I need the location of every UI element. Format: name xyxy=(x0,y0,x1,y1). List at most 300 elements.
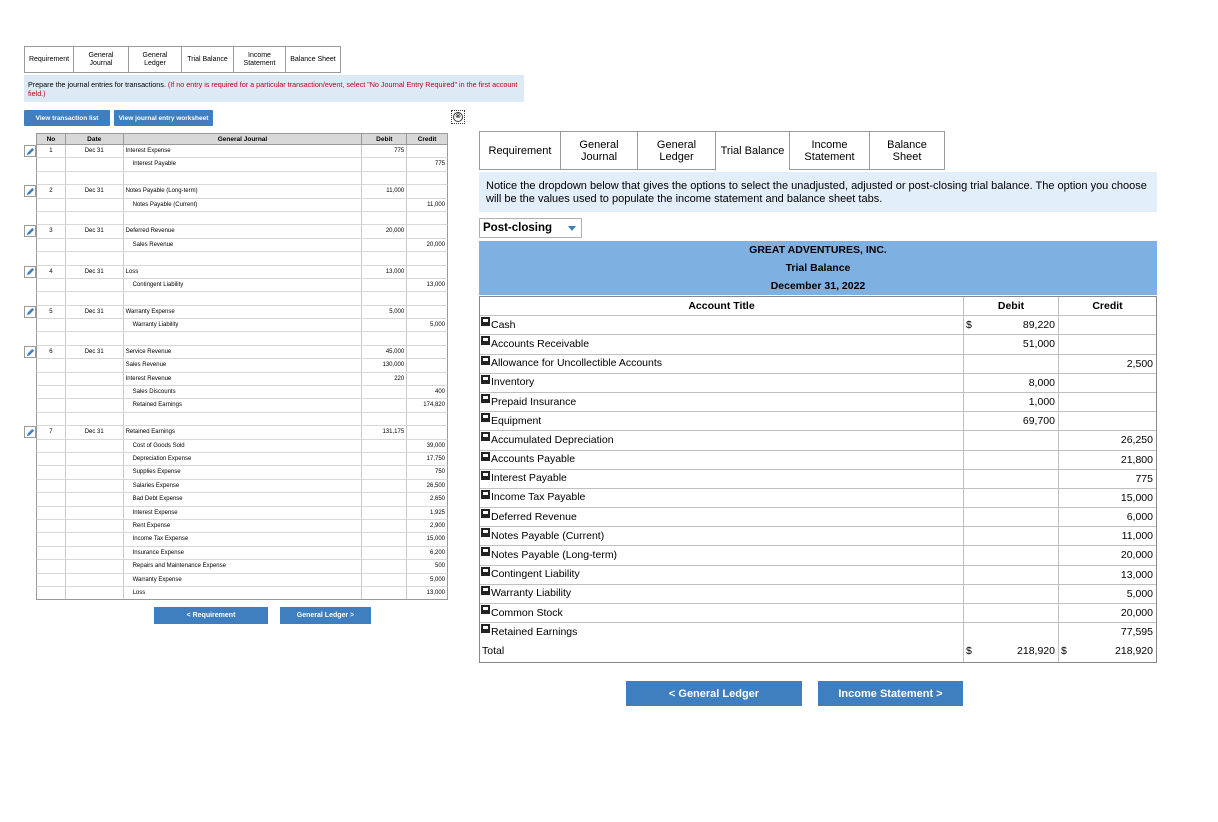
account-title: Equipment xyxy=(491,414,542,427)
journal-row xyxy=(36,507,448,520)
debit-amount: 130,000 xyxy=(362,359,407,371)
account-name: Interest Expense xyxy=(124,507,363,519)
debit-value[interactable] xyxy=(976,431,1059,449)
credit-value[interactable] xyxy=(1071,393,1156,411)
account-title: Notes Payable (Current) xyxy=(491,529,605,542)
account-name: Warranty Expense xyxy=(124,574,363,586)
account-name: Deferred Revenue xyxy=(124,225,363,237)
account-cell[interactable] xyxy=(480,355,964,373)
left-tab-trial-balance[interactable]: Trial Balance xyxy=(181,46,233,73)
delete-row-icon[interactable] xyxy=(481,509,490,518)
general-ledger-prev-button[interactable]: < General Ledger xyxy=(626,681,802,706)
account-title: Retained Earnings xyxy=(491,626,578,639)
account-name: Depreciation Expense xyxy=(124,453,363,465)
delete-row-icon[interactable] xyxy=(481,356,490,365)
credit-amount: 174,820 xyxy=(423,402,445,409)
debit-amount xyxy=(362,386,407,398)
journal-row xyxy=(36,158,448,171)
credit-value[interactable]: 13,000 xyxy=(1120,568,1153,581)
delete-row-icon[interactable] xyxy=(481,413,490,422)
account-name: Contingent Liability xyxy=(124,279,363,291)
credit-value[interactable] xyxy=(1071,335,1156,353)
credit-symbol xyxy=(1059,489,1071,507)
credit-symbol xyxy=(1059,585,1071,603)
account-title: Contingent Liability xyxy=(491,568,580,581)
entry-date xyxy=(66,319,124,331)
debit-value[interactable]: 89,220 xyxy=(976,316,1059,334)
report-title: Trial Balance xyxy=(785,262,851,274)
account-name: Sales Revenue xyxy=(124,359,363,371)
account-cell[interactable] xyxy=(480,316,964,334)
entry-date xyxy=(66,587,124,599)
entry-date: Dec 31 xyxy=(66,145,124,157)
debit-symbol xyxy=(964,393,976,411)
delete-row-icon[interactable] xyxy=(481,490,490,499)
company-name: GREAT ADVENTURES, INC. xyxy=(749,244,887,256)
entry-number: 2 xyxy=(37,185,66,197)
entry-date xyxy=(66,199,124,211)
debit-amount: 775 xyxy=(362,145,407,157)
journal-row xyxy=(36,266,448,279)
debit-amount: 131,175 xyxy=(362,426,407,438)
entry-date xyxy=(66,359,124,371)
credit-symbol xyxy=(1059,546,1071,564)
entry-number xyxy=(37,319,66,331)
credit-value[interactable]: 5,000 xyxy=(1126,587,1153,600)
debit-amount xyxy=(362,466,407,478)
account-cell[interactable] xyxy=(480,412,964,430)
debit-symbol xyxy=(964,431,976,449)
debit-symbol xyxy=(964,412,976,430)
pencil-icon[interactable] xyxy=(24,426,36,438)
col-header-date: Date xyxy=(66,134,124,144)
trial-balance-type-dropdown[interactable] xyxy=(479,218,582,238)
account-name: Interest Payable xyxy=(124,158,363,170)
entry-number xyxy=(37,199,66,211)
account-title: Accounts Payable xyxy=(491,453,576,466)
debit-symbol xyxy=(964,604,976,622)
credit-symbol xyxy=(1059,451,1071,469)
debit-value[interactable] xyxy=(976,604,1059,622)
account-name: Notes Payable (Current) xyxy=(124,199,363,211)
journal-row xyxy=(36,453,448,466)
income-statement-next-button[interactable]: Income Statement > xyxy=(818,681,963,706)
journal-panel xyxy=(0,0,530,822)
account-name: Cost of Goods Sold xyxy=(124,440,363,452)
debit-amount xyxy=(362,158,407,170)
debit-amount: 5,000 xyxy=(362,306,407,318)
account-cell[interactable] xyxy=(480,623,964,642)
journal-row xyxy=(36,279,448,292)
journal-row xyxy=(36,426,448,439)
account-title: Deferred Revenue xyxy=(491,510,577,523)
delete-row-icon[interactable] xyxy=(481,471,490,480)
credit-value[interactable]: 2,500 xyxy=(1126,357,1153,370)
right-tab-trial-balance[interactable]: Trial Balance xyxy=(715,131,789,171)
trial-balance-row xyxy=(480,527,1156,546)
credit-amount xyxy=(407,306,447,318)
trial-balance-row xyxy=(480,585,1156,604)
account-name: Loss xyxy=(124,266,363,278)
entry-number xyxy=(37,533,66,545)
journal-row xyxy=(36,440,448,453)
account-title: Cash xyxy=(491,318,516,331)
debit-symbol xyxy=(964,374,976,392)
credit-symbol xyxy=(1059,374,1071,392)
debit-amount: 11,000 xyxy=(362,185,407,197)
entry-date xyxy=(66,279,124,291)
pencil-icon[interactable] xyxy=(24,185,36,197)
report-date: December 31, 2022 xyxy=(770,280,866,292)
account-name: Supplies Expense xyxy=(124,466,363,478)
entry-number: 4 xyxy=(37,266,66,278)
debit-symbol xyxy=(964,546,976,564)
account-name: Interest Revenue xyxy=(124,373,363,385)
journal-row xyxy=(36,199,448,212)
entry-number xyxy=(37,386,66,398)
account-title: Notes Payable (Long-term) xyxy=(491,549,618,562)
delete-row-icon[interactable] xyxy=(481,432,490,441)
entry-number xyxy=(37,493,66,505)
account-name: Salaries Expense xyxy=(124,480,363,492)
trial-balance-row xyxy=(480,604,1156,623)
debit-value[interactable] xyxy=(976,623,1059,642)
right-tab-requirement[interactable]: Requirement xyxy=(479,131,560,170)
credit-value[interactable]: 11,000 xyxy=(1121,530,1153,543)
right-tab-balance-sheet[interactable]: Balance Sheet xyxy=(869,131,945,170)
debit-amount xyxy=(362,547,407,559)
debit-value[interactable] xyxy=(976,566,1059,584)
journal-row xyxy=(36,466,448,479)
credit-amount xyxy=(407,346,447,358)
entry-date: Dec 31 xyxy=(66,266,124,278)
entry-date xyxy=(66,480,124,492)
entry-number xyxy=(37,279,66,291)
dropdown-selected-value: Post-closing xyxy=(483,222,553,234)
credit-amount xyxy=(407,185,447,197)
right-tab-general-ledger[interactable]: General Ledger xyxy=(637,131,715,170)
debit-amount xyxy=(362,440,407,452)
journal-row xyxy=(36,560,448,573)
entry-number xyxy=(37,507,66,519)
delete-row-icon[interactable] xyxy=(481,567,490,576)
account-cell[interactable] xyxy=(480,527,964,545)
delete-row-icon[interactable] xyxy=(481,547,490,556)
delete-row-icon[interactable] xyxy=(481,605,490,614)
left-tab-balance-sheet[interactable]: Balance Sheet xyxy=(285,46,341,73)
credit-amount xyxy=(407,145,447,157)
trial-balance-row xyxy=(480,489,1156,508)
trial-balance-row xyxy=(480,335,1156,354)
total-credit-symbol: $ xyxy=(1061,645,1067,658)
credit-amount: 1,925 xyxy=(429,509,445,516)
entry-date xyxy=(66,507,124,519)
credit-value[interactable] xyxy=(1071,316,1156,334)
entry-number xyxy=(37,239,66,251)
pencil-icon[interactable] xyxy=(24,145,36,157)
credit-symbol xyxy=(1059,393,1071,411)
delete-row-icon[interactable] xyxy=(481,528,490,537)
delete-row-icon[interactable] xyxy=(481,394,490,403)
entry-number xyxy=(37,520,66,532)
journal-row xyxy=(36,239,448,252)
journal-row xyxy=(36,225,448,238)
entry-number xyxy=(37,587,66,599)
debit-amount xyxy=(362,399,407,411)
right-tab-general-journal[interactable]: General Journal xyxy=(560,131,637,170)
credit-value[interactable]: 77,595 xyxy=(1120,626,1153,639)
delete-row-icon[interactable] xyxy=(481,586,490,595)
entry-number xyxy=(37,560,66,572)
account-cell[interactable] xyxy=(480,335,964,353)
left-tab-requirement[interactable]: Requirement xyxy=(24,46,73,73)
debit-symbol xyxy=(964,527,976,545)
credit-value[interactable]: 6,000 xyxy=(1126,511,1153,524)
debit-amount xyxy=(362,239,407,251)
debit-amount xyxy=(362,199,407,211)
entry-date xyxy=(66,373,124,385)
entry-date xyxy=(66,239,124,251)
debit-amount: 13,000 xyxy=(362,266,407,278)
entry-date: Dec 31 xyxy=(66,426,124,438)
entry-date: Dec 31 xyxy=(66,346,124,358)
account-name: Warranty Expense xyxy=(124,306,363,318)
account-title: Prepaid Insurance xyxy=(491,395,577,408)
debit-symbol xyxy=(964,470,976,488)
credit-amount: 2,900 xyxy=(429,522,445,529)
debit-value[interactable]: 8,000 xyxy=(976,374,1059,392)
account-cell[interactable] xyxy=(480,566,964,584)
journal-spacer-row xyxy=(36,332,448,345)
credit-value[interactable]: 21,800 xyxy=(1120,453,1153,466)
requirement-nav-button[interactable]: < Requirement xyxy=(154,607,268,624)
entry-date xyxy=(66,493,124,505)
col-header-credit: Credit xyxy=(1092,300,1123,312)
total-row xyxy=(480,642,1156,661)
trial-balance-row xyxy=(480,374,1156,393)
account-name: Service Revenue xyxy=(124,346,363,358)
account-cell[interactable] xyxy=(480,470,964,488)
entry-date xyxy=(66,560,124,572)
total-debit-symbol: $ xyxy=(966,645,972,658)
debit-amount xyxy=(362,507,407,519)
credit-value[interactable]: 20,000 xyxy=(1120,607,1153,619)
entry-date xyxy=(66,520,124,532)
caret-down-icon xyxy=(568,226,576,231)
journal-table xyxy=(36,133,448,600)
journal-spacer-row xyxy=(36,252,448,265)
entry-number xyxy=(37,373,66,385)
debit-value[interactable] xyxy=(976,508,1059,526)
debit-value[interactable]: 1,000 xyxy=(976,393,1059,411)
credit-amount: 500 xyxy=(434,563,445,570)
credit-value[interactable]: 20,000 xyxy=(1120,549,1153,562)
close-icon[interactable]: ⊗ xyxy=(451,110,465,124)
debit-value[interactable] xyxy=(976,470,1059,488)
account-title: Interest Payable xyxy=(491,472,567,485)
credit-amount xyxy=(407,225,447,237)
debit-amount: 220 xyxy=(362,373,407,385)
journal-row xyxy=(36,587,448,600)
debit-value[interactable] xyxy=(976,546,1059,564)
credit-symbol xyxy=(1059,316,1071,334)
view-transaction-list-button[interactable]: View transaction list xyxy=(24,110,110,126)
trial-balance-row xyxy=(480,470,1156,489)
credit-amount: 20,000 xyxy=(426,241,445,248)
account-title: Accumulated Depreciation xyxy=(491,433,614,446)
delete-row-icon[interactable] xyxy=(481,624,490,633)
right-instructions: Notice the dropdown below that gives the options to select the unadjusted, adjusted or post-closing trial balance. The option you choose will be the values used to populate the income statement and balance sheet tabs. xyxy=(479,172,1157,212)
entry-number: 6 xyxy=(37,346,66,358)
delete-row-icon[interactable] xyxy=(481,452,490,461)
col-header-debit: Debit xyxy=(362,134,407,144)
journal-row xyxy=(36,574,448,587)
entry-number xyxy=(37,453,66,465)
pencil-icon[interactable] xyxy=(24,266,36,278)
total-credit: 218,920 xyxy=(1115,645,1153,658)
debit-amount xyxy=(362,480,407,492)
account-cell[interactable] xyxy=(480,374,964,392)
account-cell[interactable] xyxy=(480,546,964,564)
journal-table-header xyxy=(36,133,448,145)
trial-balance-heading xyxy=(479,241,1157,295)
account-name: Retained Earnings xyxy=(124,399,363,411)
credit-value[interactable]: 775 xyxy=(1135,472,1153,485)
entry-date: Dec 31 xyxy=(66,306,124,318)
journal-table-body xyxy=(36,145,448,600)
trial-balance-row xyxy=(480,431,1156,450)
credit-symbol xyxy=(1059,527,1071,545)
credit-amount: 13,000 xyxy=(426,589,445,596)
credit-amount xyxy=(407,266,447,278)
credit-value[interactable] xyxy=(1071,412,1156,430)
credit-symbol xyxy=(1059,335,1071,353)
entry-number: 5 xyxy=(37,306,66,318)
account-cell[interactable] xyxy=(480,489,964,507)
trial-balance-row xyxy=(480,316,1156,335)
credit-amount: 775 xyxy=(434,161,445,168)
account-cell[interactable] xyxy=(480,451,964,469)
account-name: Notes Payable (Long-term) xyxy=(124,185,363,197)
debit-amount xyxy=(362,587,407,599)
left-tab-bar xyxy=(24,46,341,73)
credit-amount: 5,000 xyxy=(429,322,445,329)
col-header-credit: Credit xyxy=(417,136,437,143)
delete-row-icon[interactable] xyxy=(481,375,490,384)
account-title: Common Stock xyxy=(491,606,563,619)
debit-symbol xyxy=(964,451,976,469)
credit-symbol xyxy=(1059,412,1071,430)
trial-balance-row xyxy=(480,623,1156,642)
total-debit: 218,920 xyxy=(976,642,1059,661)
account-name: Insurance Expense xyxy=(124,547,363,559)
account-name: Rent Expense xyxy=(124,520,363,532)
left-instructions xyxy=(24,75,524,102)
trial-balance-row xyxy=(480,546,1156,565)
journal-row xyxy=(36,306,448,319)
credit-symbol xyxy=(1059,623,1071,642)
debit-value[interactable] xyxy=(976,355,1059,373)
entry-number xyxy=(37,547,66,559)
trial-balance-row xyxy=(480,451,1156,470)
account-name: Sales Discounts xyxy=(124,386,363,398)
pencil-icon[interactable] xyxy=(24,225,36,237)
account-name: Interest Expense xyxy=(124,145,363,157)
trial-balance-header-row xyxy=(480,297,1156,316)
account-cell[interactable] xyxy=(480,604,964,622)
debit-value[interactable] xyxy=(976,585,1059,603)
entry-number xyxy=(37,158,66,170)
account-name: Sales Revenue xyxy=(124,239,363,251)
entry-date xyxy=(66,547,124,559)
general-ledger-nav-button[interactable]: General Ledger > xyxy=(280,607,371,624)
account-cell[interactable] xyxy=(480,431,964,449)
left-tab-general-journal[interactable]: General Journal xyxy=(73,46,128,73)
delete-row-icon[interactable] xyxy=(481,336,490,345)
journal-spacer-row xyxy=(36,292,448,305)
view-journal-entry-worksheet-button[interactable]: View journal entry worksheet xyxy=(114,110,213,126)
credit-amount xyxy=(407,426,447,438)
debit-value[interactable]: 69,700 xyxy=(976,412,1059,430)
entry-date xyxy=(66,533,124,545)
pencil-icon[interactable] xyxy=(24,306,36,318)
credit-amount xyxy=(407,373,447,385)
journal-spacer-row xyxy=(36,413,448,426)
debit-value[interactable] xyxy=(976,527,1059,545)
credit-value[interactable]: 15,000 xyxy=(1120,491,1153,504)
entry-date: Dec 31 xyxy=(66,225,124,237)
debit-amount xyxy=(362,493,407,505)
account-cell[interactable] xyxy=(480,508,964,526)
entry-number xyxy=(37,359,66,371)
credit-symbol xyxy=(1059,604,1071,622)
entry-number xyxy=(37,480,66,492)
delete-row-icon[interactable] xyxy=(481,317,490,326)
debit-symbol xyxy=(964,355,976,373)
debit-value[interactable] xyxy=(976,451,1059,469)
pencil-icon[interactable] xyxy=(24,346,36,358)
credit-amount: 400 xyxy=(434,389,445,396)
credit-amount: 17,750 xyxy=(426,455,445,462)
left-tab-general-ledger[interactable]: General Ledger xyxy=(128,46,181,73)
journal-row xyxy=(36,359,448,372)
account-cell[interactable] xyxy=(480,393,964,411)
debit-value[interactable] xyxy=(976,489,1059,507)
journal-row xyxy=(36,533,448,546)
debit-symbol xyxy=(964,335,976,353)
credit-amount: 2,650 xyxy=(429,496,445,503)
right-tab-bar xyxy=(479,131,945,170)
col-header-general-journal: General Journal xyxy=(124,134,363,144)
credit-amount: 39,000 xyxy=(426,442,445,449)
entry-date xyxy=(66,386,124,398)
credit-symbol xyxy=(1059,566,1071,584)
debit-value[interactable]: 51,000 xyxy=(976,335,1059,353)
left-instruction-note: (If no entry is required for a particular transaction/event, select "No Journal Entry Required" in the first account field.) xyxy=(28,80,518,98)
right-tab-income-statement[interactable]: Income Statement xyxy=(789,131,869,170)
entry-number xyxy=(37,574,66,586)
trial-balance-row xyxy=(480,393,1156,412)
account-cell[interactable] xyxy=(480,585,964,603)
account-name: Retained Earnings xyxy=(124,426,363,438)
left-tab-income-statement[interactable]: Income Statement xyxy=(233,46,285,73)
journal-row xyxy=(36,493,448,506)
debit-symbol xyxy=(964,489,976,507)
credit-value[interactable]: 26,250 xyxy=(1120,434,1153,447)
trial-balance-table xyxy=(479,296,1157,663)
credit-amount: 15,000 xyxy=(426,536,445,543)
credit-value[interactable] xyxy=(1071,374,1156,392)
